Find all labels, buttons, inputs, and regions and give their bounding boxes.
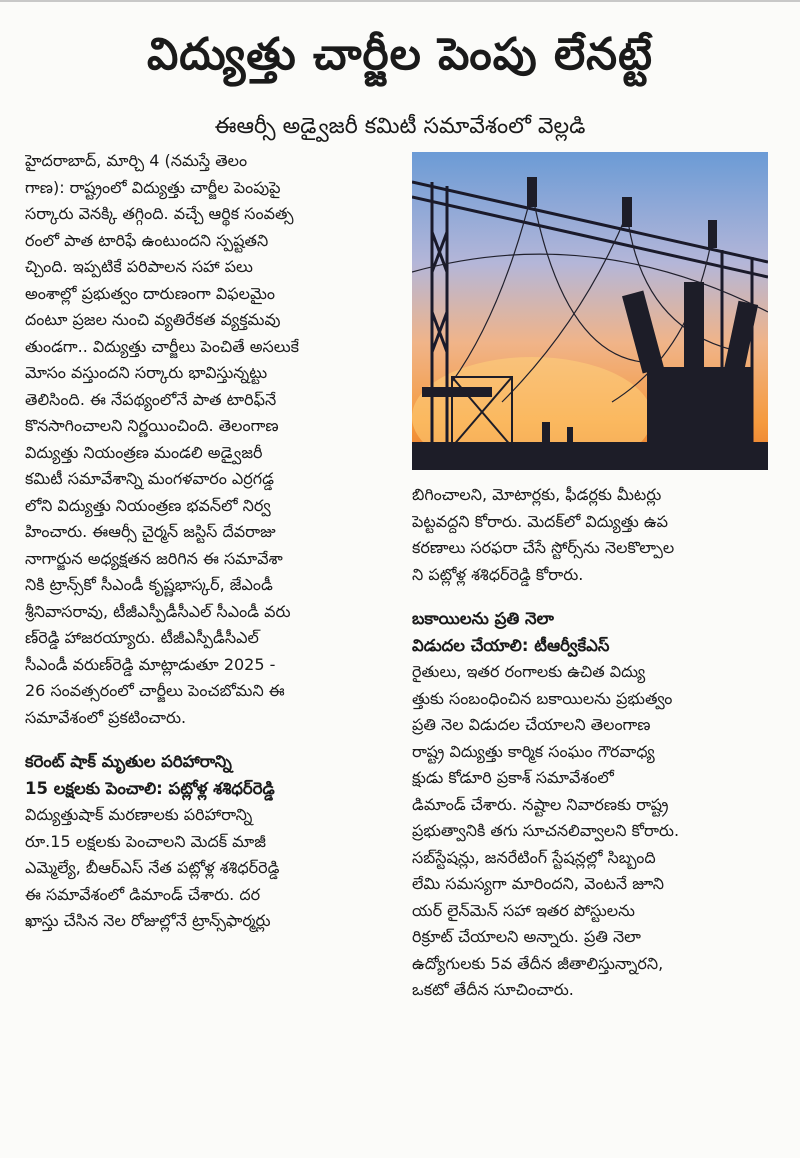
text-line: యర్ లైన్‌మెన్ సహా ఇతర పోస్టులను [412, 900, 635, 920]
text-line: డిమాండ్ చేశారు. నష్టాల నివారణకు రాష్ట్ర [412, 794, 669, 814]
text-line: నికి ట్రాన్స్‌కో సీఎండీ కృష్ణభాస్కర్, జేఎండీ [25, 575, 273, 594]
text-line: అంశాల్లో ప్రభుత్వం దారుణంగా విఫలమైం [25, 283, 275, 303]
text-line: ప్రతి నెల విడుదల చేయాలని తెలంగాణ [412, 715, 651, 734]
text-line: రూ.15 లక్షలకు పెంచాలని మెదక్ మాజీ [25, 831, 266, 851]
text-line: బిగించాలని, మోటార్లకు, ఫీడర్లకు మీటర్లు [412, 485, 662, 504]
text-line: విద్యుత్తు నియంత్రణ మండలి అడ్వైజరీ [25, 442, 263, 462]
text-line: ఖాస్తు చేసిన నెల రోజుల్లోనే ట్రాన్స్‌ఫార్మర్లు [25, 911, 271, 930]
text-line: కరణాలు సరఫరా చేసే స్టోర్స్‌ను నెలకొల్పాల [412, 538, 675, 557]
text-line: తెలిసింది. ఈ నేపథ్యంలోనే పాత టారిఫ్‌నే [25, 389, 277, 409]
text-line: క్షుడు కోడూరి ప్రకాశ్ సమావేశంలో [412, 768, 614, 787]
text-line: విద్యుత్తుషాక్ మరణాలకు పరిహారాన్ని [25, 805, 253, 824]
text-line: మోసం వస్తుందని సర్కారు భావిస్తున్నట్టు [25, 363, 268, 382]
text-line: కమిటీ సమావేశాన్ని మంగళవారం ఎర్రగడ్డ [25, 469, 274, 488]
text-line: దంటూ ప్రజల నుంచి వ్యతిరేకత వ్యక్తమవు [25, 310, 281, 329]
headline: విద్యుత్తు చార్జీల పెంపు లేనట్టే [146, 29, 654, 80]
section-heading: 15 లక్షలకు పెంచాలి: పట్లోళ్ల శశిధర్‌రెడ్డి [25, 778, 275, 798]
text-line: సబ్‌స్టేషన్లు, జనరేటింగ్ స్టేషన్లల్లో సిబ్బంది [412, 847, 656, 867]
text-line: గాణ): రాష్ట్రంలో విద్యుత్తు చార్జీల పెంపుపై [25, 177, 281, 197]
text-line: సర్కారు వెనక్కి తగ్గింది. వచ్చే ఆర్థిక సంవత్స [25, 204, 294, 223]
subheadline: ఈఆర్సీ అడ్వైజరీ కమిటీ సమావేశంలో వెల్లడి [214, 114, 586, 139]
text-line: హైదరాబాద్, మార్చి 4 (నమస్తే తెలం [25, 151, 248, 170]
text-line: ఈ సమావేశంలో డిమాండ్ చేశారు. దర [25, 884, 261, 904]
left-column [25, 148, 390, 935]
text-line: లోని విద్యుత్తు నియంత్రణ భవన్‌లో నిర్వ [25, 495, 271, 515]
right-column [412, 482, 770, 1004]
text-line: ఎమ్మెల్యే, బీఆర్‌ఎస్ నేత పట్లోళ్ల శశిధర్‌రెడ్డి [25, 858, 280, 877]
section-heading: బకాయిలను ప్రతి నెలా [412, 609, 554, 628]
text-line: కొనసాగించాలని నిర్ణయించింది. తెలంగాణ [25, 416, 279, 435]
text-line: తుండగా.. విద్యుత్తు చార్జీలు పెంచితే అసలుకే [25, 336, 300, 356]
text-line: హించారు. ఈఆర్సీ చైర్మన్ జస్టిస్ దేవరాజు [25, 522, 276, 541]
section-gap [412, 588, 770, 606]
text-line: నాగార్జున అధ్యక్షతన జరిగిన ఈ సమావేశా [25, 548, 283, 568]
text-line: సమావేశంలో ప్రకటించారు. [25, 707, 187, 727]
section-gap [25, 731, 390, 749]
text-line: లేమి సమస్యగా మారిందని, వెంటనే జూని [412, 874, 665, 893]
text-line: శ్రీనివాసరావు, టీజీఎస్పీడీసీఎల్ సీఎండీ వరు [25, 601, 291, 621]
section-heading: కరెంట్ షాక్ మృతుల పరిహారాన్ని [25, 752, 232, 771]
text-line: ఉద్యోగులకు 5వ తేదీన జీతాలిస్తున్నారని, [412, 953, 664, 973]
text-line: ప్రభుత్వానికి తగు సూచనలివ్వాలని కోరారు. [412, 821, 680, 840]
power-substation-photo [412, 152, 768, 470]
text-line: ని పట్లోళ్ల శశిధర్‌రెడ్డి కోరారు. [412, 564, 584, 584]
text-line: 26 సంవత్సరంలో చార్జీలు పెంచబోమని ఈ [25, 681, 285, 700]
text-line: రైతులు, ఇతర రంగాలకు ఉచిత విద్యు [412, 662, 646, 681]
text-line: త్తుకు సంబంధించిన బకాయిలను ప్రభుత్వం [412, 688, 673, 708]
text-line: ణ్‌రెడ్డి హాజరయ్యారు. టీజీఎస్పీడీసీఎల్ [25, 628, 259, 647]
text-line: రిక్రూట్ చేయాలని అన్నారు. ప్రతి నెలా [412, 927, 641, 946]
text-line: రాష్ట్ర విద్యుత్తు కార్మిక సంఘం గౌరవాధ్య [412, 741, 655, 761]
section-heading: విడుదల చేయాలి: టీఆర్వీకేఎస్ [412, 635, 610, 655]
text-line: రంలో పాత టారిఫే ఉంటుందని స్పష్టతని [25, 230, 269, 250]
text-line: పెట్టవద్దని కోరారు. మెదక్‌లో విద్యుత్తు ఉప [412, 511, 668, 531]
text-line: ఒకటో తేదీన సూచించారు. [412, 980, 574, 999]
top-rule [0, 0, 800, 2]
text-line: సీఎండీ వరుణ్‌రెడ్డి మాట్లాడుతూ 2025 - [25, 654, 276, 674]
text-line: చ్చింది. ఇప్పటికే పరిపాలన సహా పలు [25, 257, 253, 276]
